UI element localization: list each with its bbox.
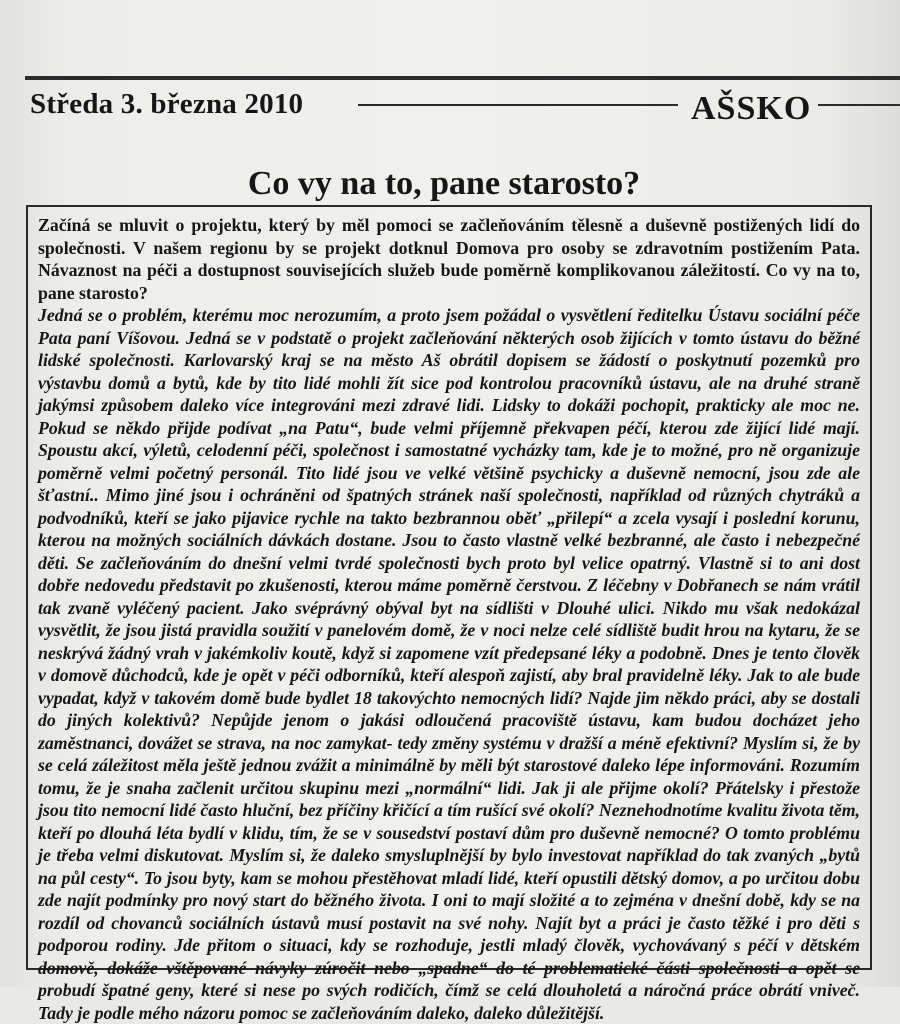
article-headline: Co vy na to, pane starosto? — [247, 165, 641, 202]
header-rule-middle — [358, 104, 678, 106]
section-title: AŠSKO — [691, 90, 812, 127]
article-lead: Začíná se mluvit o projektu, který by měl pomoci se začleňováním tělesně a duševně postižených lidí do společnosti. V našem regionu by se projekt dotknul Domova pro osoby se zdravotním postižením Pata. Návaznost na péči a dostupnost souvisejících služeb bude poměrně komplikovanou záležitostí. Co vy na to, pane starosto? — [38, 215, 860, 303]
top-rule — [25, 76, 900, 80]
article-body: Jedná se o problém, kterému moc nerozumím, a proto jsem požádal o vysvětlení ředitelku Ústavu sociální péče Pata paní Víšovou. Jedná se v podstatě o projekt začleňování některých osob žijících v tomto ústavu do běžné lidské společnosti. Karlovarský kraj se na město Aš obrátil dopisem se žádostí o poskytnutí pozemků pro výstavbu domů a bytů, kde by tito lidé mohli žít sice pod kontrolou pracovníků ústavu, ale na druhé straně jakýmsi způsobem daleko více integrováni mezi zdravé lidi. Lidsky to dokáži pochopit, prakticky ale moc ne. Pokud se někdo přijde podívat „na Patu“, bude velmi příjemně překvapen péčí, kterou zde žijící lidé mají. Spoustu akcí, výletů, celodenní péči, společnost i samostatné vycházky tam, kde je to možné, pro ně organizuje poměrně velmi početný personál. Tito lidé jsou ve velké většině psychicky a duševně nemocní, jsou zde ale šťastní.. Mimo jiné jsou i ochráněni od špatných stránek naší společnosti, například od různých chytráků a podvodníků, kteří se jako pijavice rychle na takto bezbrannou oběť „přilepí“ a zcela vysají i poslední korunu, kterou na možných sociálních dávkách dostane. Jsou to často vlastně velké bezbranné, ale často i nebezpečné děti. Se začleňováním do dnešní velmi tvrdé společnosti bych proto byl velice opatrný. Vlastně si to ani dost dobře nedovedu představit po zkušenosti, kterou máme poměrně čerstvou. Z léčebny v Dobřanech se nám vrátil tak zvaně vyléčený pacient. Jako svéprávný obýval byt na sídlišti v Dlouhé ulici. Nikdo mu však nedokázal vysvětlit, že jsou jistá pravidla soužití v panelovém domě, že v noci nelze celé sídliště budit hrou na kytaru, že se neskrývá žádný vrah v jakémkoliv koutě, když si zapomene vzít předepsané léky a podobně. Dnes je tento člověk v domově důchodců, kde je opět v péči odborníků, kteří alespoň zajistí, aby bral pravidelně léky. Jak to ale bude vypadat, když v takovém domě bude bydlet 18 takovýchto nemocných lidí? Najde jim někdo práci, aby se dostali do jiných kolektivů? Nepůjde jenom o jakási odloučená pracoviště ústavu, kam budou docházet jeho zaměstnanci, dovážet se strava, na noc zamykat- tedy změny systému v dražší a méně efektivní? Myslím si, že by se celá záležitost měla ještě jednou zvážit a minimálně by měli být starostové daleko lépe informováni. Rozumím tomu, že je snaha začlenit určitou skupinu mezi „normální“ lidi. Jak ji ale přijme okolí? Přátelsky i přestože jsou tito nemocní lidé často hluční, bez příčiny křičící a tím rušící své okolí? Neznehodnotíme kvalitu života těm, kteří po dlouhá léta bydlí v klidu, tím, že se v sousedství postaví dům pro duševně nemocné? O tomto problému je třeba velmi diskutovat. Myslím si, že daleko smysluplnější by bylo investovat například do tak zvaných „bytů na půl cesty“. To jsou byty, kam se mohou přestěhovat mladí lidé, kteří opustili dětský domov, a po určitou dobu zde najít podmínky pro nový start do běžného života. I oni to mají složité a to zejména v dnešní době, kdy se na rozdíl od chovanců sociálních ústavů musí postavit na své nohy. Najít byt a práci je často těžké i pro děti s podporou rodiny. Jde přitom o situaci, kdy se rozhoduje, jestli mladý člověk, vychovávaný s péčí v dětském domově, dokáže vštěpované návyky zúročit nebo „spadne“ do té problematické části společnosti a opět se probudí špatné geny, které si nese po svých rodičích, čímž se celá dlouholetá a náročná práce obrátí vniveč. Tady je podle mého názoru pomoc se začleňováním daleko, daleko důležitější. — [38, 305, 860, 1023]
article-box — [26, 205, 872, 1023]
issue-date: Středa 3. března 2010 — [30, 88, 304, 120]
header-rule-right — [818, 104, 900, 106]
